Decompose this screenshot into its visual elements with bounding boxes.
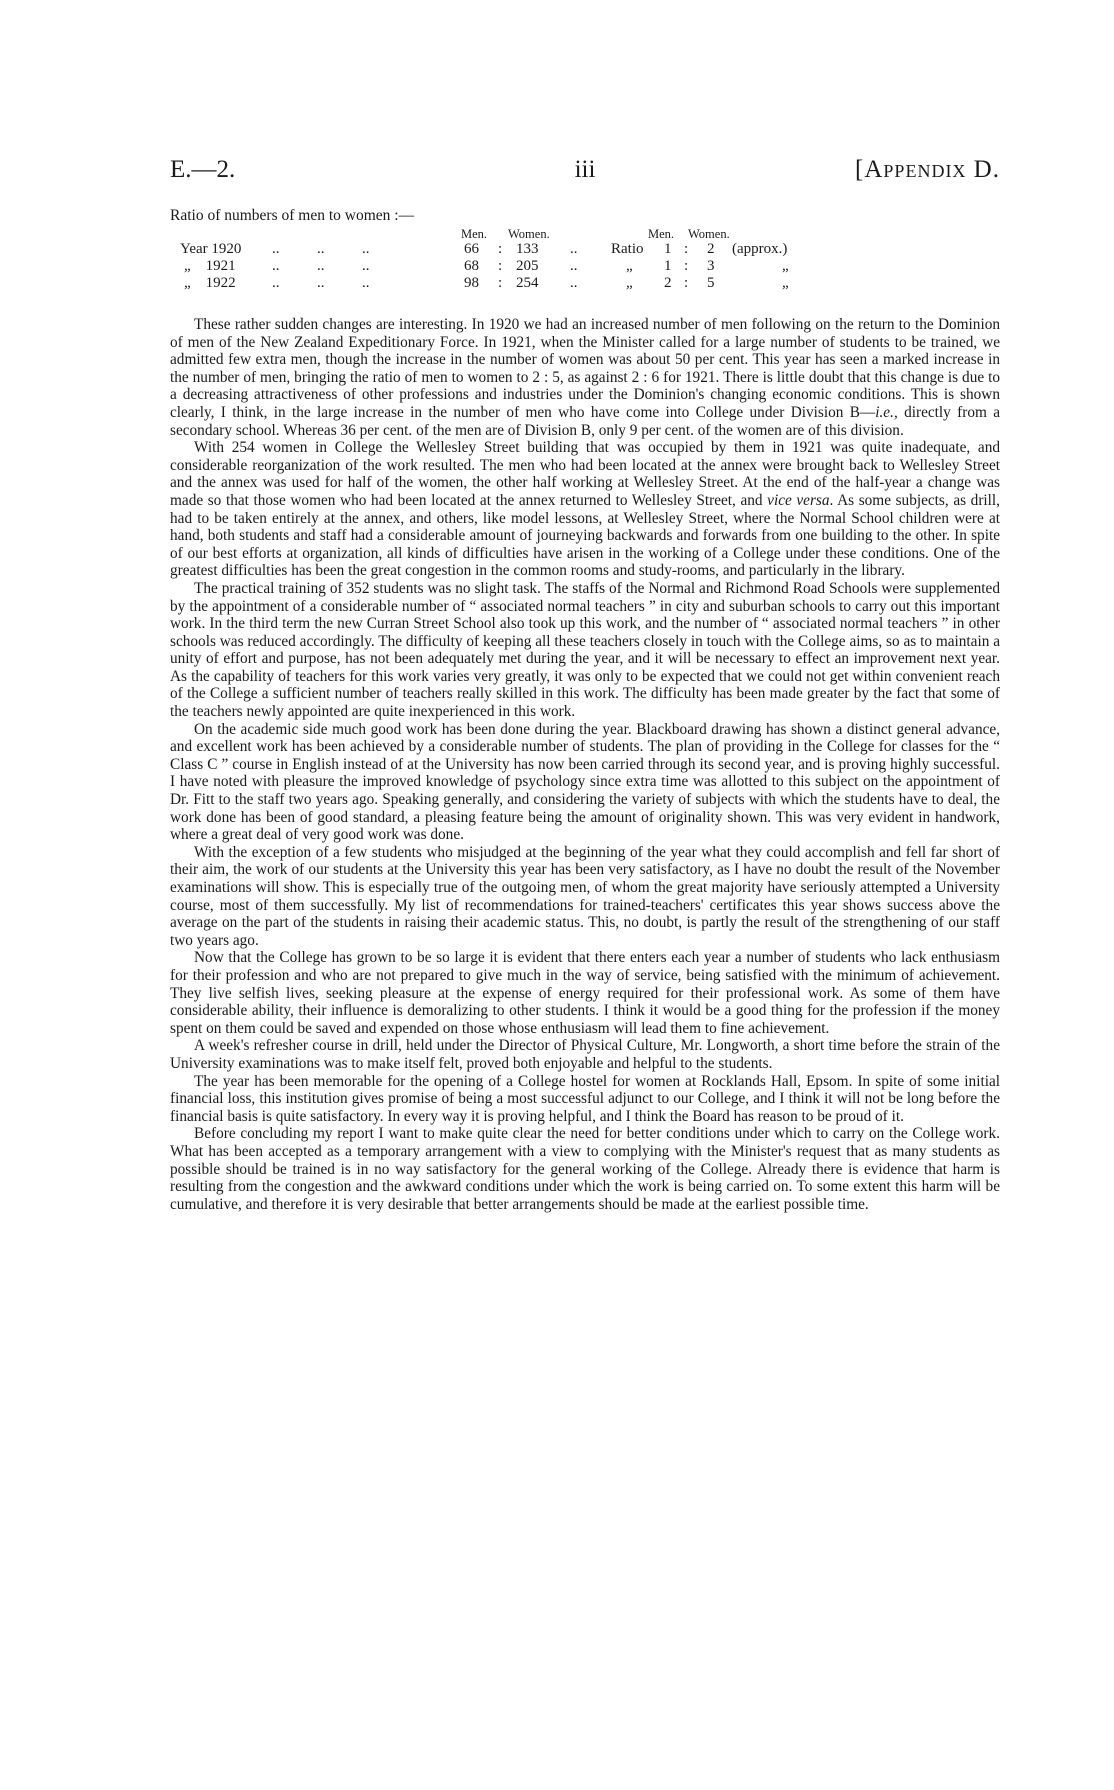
col-head-men-ratio: Men. <box>648 227 675 241</box>
leader-dots: .. .. .. <box>272 275 370 291</box>
table-row <box>170 241 788 258</box>
men-count: 98 <box>464 275 479 291</box>
colon: : <box>684 241 689 257</box>
ratio-note: (approx.) <box>732 241 788 257</box>
ratio-title: Ratio of numbers of men to women :— <box>170 207 415 224</box>
page-header <box>170 156 1000 190</box>
italic-ie: i.e. <box>875 403 894 421</box>
ratio-note: „ <box>782 258 789 274</box>
men-count: 68 <box>464 258 479 274</box>
italic-vice-versa: vice versa <box>767 491 830 509</box>
col-head-men: Men. <box>461 227 488 241</box>
paragraph-wellesley-street <box>170 439 1000 580</box>
ratio-label: Ratio <box>611 241 644 257</box>
leader-dots: .. .. .. <box>272 241 370 257</box>
leader-dots: .. .. .. <box>272 258 370 274</box>
paragraph-text: These rather sudden changes are interesting. In 1920 we had an increased number of men following on the return to the Dominion of men of the New Zealand Expeditionary Force. In 1921, when the Minister called for a large number of students to be trained, we admitted few extra men, though the increase in the number of women was about 50 per cent. This year has seen a marked increase in the number of men, bringing the ratio of men to women to 2 : 5, as against 2 : 6 for 1921. There is little doubt that this change is due to a decreasing attractiveness of other professions and industries under the Dominion's changing economic conditions. This is shown clearly, I think, in the large increase in the number of men who have come into College under Division B— <box>170 316 1000 421</box>
page-number: iii <box>574 156 596 183</box>
ratio-men: 1 <box>664 258 672 274</box>
women-count: 205 <box>516 258 539 274</box>
paragraph-text: , directly from a secondary school. Whereas 36 per cent. of the men are of Division B, only 9 per cent. of the women are of this division. <box>170 403 1000 439</box>
leader-dots: .. <box>570 275 578 291</box>
women-count: 133 <box>516 241 539 257</box>
colon: : <box>684 275 689 291</box>
ratio-label: „ <box>626 275 633 291</box>
ratio-label: „ <box>626 258 633 274</box>
colon: : <box>498 241 503 257</box>
women-count: 254 <box>516 275 539 291</box>
ratio-women: 3 <box>707 258 715 274</box>
paragraph-hostel: The year has been memorable for the opening of a College hostel for women at Rocklands Hall, Epsom. In spite of some initial financial loss, this institution gives promise of being a most successful adjunct to our College, and I think it will not be long before the financial basis is quite satisfactory. In every way it is proving helpful, and I think the Board has reason to be proud of it. <box>170 1072 1000 1125</box>
paragraph-university-work: With the exception of a few students who misjudged at the beginning of the year what they could accomplish and fell far short of their aim, the work of our students at the University this year has been very satisfactory, as I have no doubt the result of the November examinations will show. This is especially true of the outgoing men, of whom the great majority have seriously attempted a University course, most of them successfully. My list of recommendations for trained-teachers' certificates this year shows success above the average on the part of the students in raising their academic status. This, no doubt, is partly the result of the strengthening of our staff two years ago. <box>170 843 1000 949</box>
ratio-table-header <box>170 227 730 241</box>
paragraph-text: . As some subjects, as drill, had to be taken entirely at the annex, and others, like model lessons, at Wellesley Street, where the Normal School children were at hand, both students and staff had a considerable amount of journeying backwards and forwards from one building to the other. In spite of our best efforts at organization, all kinds of difficulties have arisen in the working of a College under these conditions. One of the greatest difficulties has been the great congestion in the common rooms and study-rooms, and particularly in the library. <box>170 491 1000 580</box>
report-code: E.—2. <box>170 156 236 183</box>
ratio-women: 5 <box>707 275 715 291</box>
appendix-label: [Appendix D. <box>855 156 1000 183</box>
colon: : <box>498 275 503 291</box>
table-row <box>170 275 789 292</box>
col-head-women: Women. <box>508 227 550 241</box>
paragraph-practical-training: The practical training of 352 students was no slight task. The staffs of the Normal and Richmond Road Schools were supplemented by the appointment of a considerable number of “ associated normal teachers ” in city and suburban schools to carry out this important work. In the third term the new Curran Street School also took up this work, and the number of “ associated normal teachers ” in other schools was reduced accordingly. The difficulty of keeping all these teachers closely in touch with the College aims, so as to maintain a unity of effort and purpose, has not been adequately met during the year, and it will be necessary to effect an improvement next year. As the capability of teachers for this work varies very greatly, it was only to be expected that we could not get within convenient reach of the College a sufficient number of teachers really skilled in this work. The difficulty has been made greater by the fact that some of the teachers newly appointed are quite inexperienced in this work. <box>170 579 1000 721</box>
ratio-table <box>170 227 789 292</box>
ratio-men: 2 <box>664 275 672 291</box>
report-body <box>170 316 1000 1213</box>
men-count: 66 <box>464 241 479 257</box>
col-head-women-ratio: Women. <box>688 227 730 241</box>
paragraph-refresher-course: A week's refresher course in drill, held under the Director of Physical Culture, Mr. Longworth, a short time before the strain of the University examinations was to make itself felt, proved both enjoyable and helpful to the students. <box>170 1037 1000 1072</box>
paragraph-conclusion: Before concluding my report I want to make quite clear the need for better conditions under which to carry on the College work. What has been accepted as a temporary arrangement with a view to complying with the Minister's request that as many students as possible should be trained is in no way satisfactory for the general working of the College. Already there is evidence that harm is resulting from the congestion and the awkward conditions under which the work is being carried on. To some extent this harm will be cumulative, and therefore it is very desirable that better arrangements should be made at the earliest possible time. <box>170 1125 1000 1213</box>
ratio-women: 2 <box>707 241 715 257</box>
row-label: Year 1920 <box>180 241 242 257</box>
table-row <box>170 258 789 275</box>
paragraph-enthusiasm: Now that the College has grown to be so large it is evident that there enters each year a number of students who lack enthusiasm for their profession and who are not prepared to give much in the way of service, being satisfied with the minimum of achievement. They live selfish lives, seeking pleasure at the expense of energy required for their professional work. As some of them have considerable ability, their influence is demoralizing to other students. I think it would be a good thing for the profession if the money spent on them could be saved and expended on those whose enthusiasm will lead them to fine achievement. <box>170 949 1000 1037</box>
colon: : <box>684 258 689 274</box>
paragraph-academic-side: On the academic side much good work has been done during the year. Blackboard drawing has shown a distinct general advance, and excellent work has been achieved by a considerable number of students. The plan of providing in the College for classes for the “ Class C ” course in English instead of at the University has now been carried through its second year, and is proving highly successful. I have noted with pleasure the improved knowledge of psychology since extra time was allotted to this subject on the appointment of Dr. Fitt to the staff two years ago. Speaking generally, and considering the variety of subjects with which the students have to deal, the work done has been of good standard, a pleasing feature being the amount of originality shown. This was very evident in handwork, where a great deal of very good work was done. <box>170 720 1000 844</box>
paragraph-ratio-changes <box>170 316 1000 439</box>
row-label: „ 1921 <box>184 258 236 274</box>
leader-dots: .. <box>570 241 578 257</box>
ratio-note: „ <box>782 275 789 291</box>
row-label: „ 1922 <box>184 275 236 291</box>
paragraph-text: With 254 women in College the Wellesley Street building that was occupied by them in 1921 was quite inadequate, and considerable reorganization of the work resulted. The men who had been located at the annex were brought back to Wellesley Street and the annex was used for half of the women, the other half working at Wellesley Street. At the end of the half-year a change was made so that those women who had been located at the annex returned to Wellesley Street, and <box>170 439 1000 509</box>
leader-dots: .. <box>570 258 578 274</box>
colon: : <box>498 258 503 274</box>
ratio-men: 1 <box>664 241 672 257</box>
